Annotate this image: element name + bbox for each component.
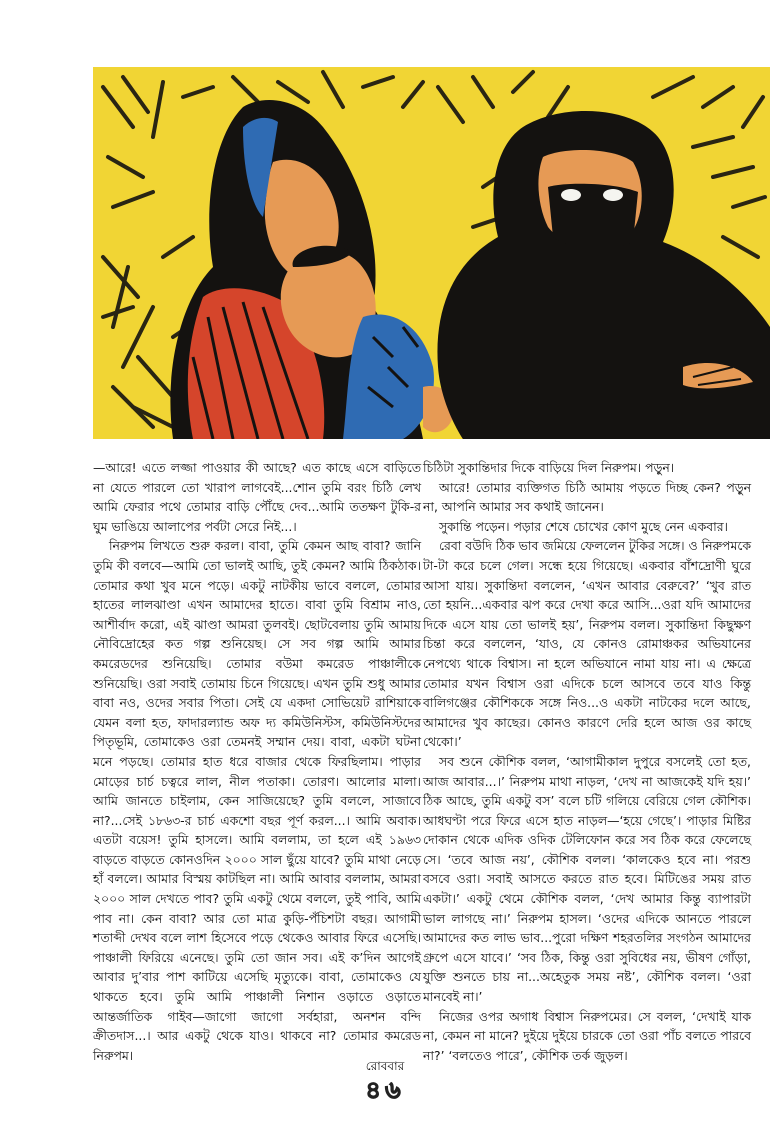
story-illustration bbox=[93, 67, 770, 439]
left-text-column bbox=[93, 458, 421, 1065]
right-text-column bbox=[423, 458, 751, 1065]
woodcut-family-illustration-icon bbox=[93, 67, 770, 439]
paragraph: আরে! তোমার ব্যক্তিগত চিঠি আমায় পড়তে দিচ্ছ কেন? পড়ুন না, আপনি আমার সব কথাই জানেন। bbox=[423, 479, 751, 515]
paragraph: নিজের ওপর অগাধ বিশ্বাস নিরুপমের। সে বলল, ‘দেখাই যাক না, কেমন না মানে? দুইয়ে দুইয়ে চারকে তো ওরা পাঁচ বলতে পারবে না?’ ‘বলতেও পারে’, কৌশিক তর্ক জুড়ল। bbox=[423, 1008, 751, 1063]
paragraph: —আরে! এতে লজ্জা পাওয়ার কী আছে? এত কাছে এসে বাড়িতে না যেতে পারলে তো খারাপ লাগবেই...শোন তুমি বরং চিঠি লেখ আমি ফেরার পথে তোমার বাড়ি পৌঁছে দেব...আমি ততক্ষণ টুকি-র ঘুম ভাঙিয়ে আলাপের পর্বটা সেরে নিই...। bbox=[93, 460, 421, 534]
paragraph: নিরুপম লিখতে শুরু করল। বাবা, তুমি কেমন আছ বাবা? জানি তুমি কী বলবে—আমি তো ভালই আছি, তুই কেমন? আমি ঠিকঠাক। তোমার কথা খুব মনে পড়ে। একটু নাটকীয় ভাবে বললে, তোমার হাতের লালঝাণ্ডা এখন আমাদের হাতে। বাবা তুমি বিশ্রাম নাও, আশীর্বাদ করো, এই ঝাণ্ডা আমরা তুলবই। ছোটবেলায় তুমি আমায় নৌবিদ্রোহের কত গল্প শুনিয়েছ। সে সব গল্প আমি আমার কমরেডদের শুনিয়েছি। তোমার বউমা কমরেড পাঞ্চালীকে শুনিয়েছি। ওরা সবাই তোমায় চিনে গিয়েছে। এখন তুমি শুধু আমার বাবা নও, ওদের সবার পিতা। সেই যে একদা সোভিয়েট রাশিয়াকে যেমন বলা হত, ফাদারল্যান্ড অফ দ্য কমিউনিস্টস, কমিউনিস্টদের পিতৃভূমি, তোমাকেও ওরা তেমনই সম্মান দেয়। বাবা, একটা ঘটনা মনে পড়ছে। তোমার হাত ধরে বাজার থেকে ফিরছিলাম। পাড়ার মোড়ের চার্চ চত্বরে লাল, নীল পতাকা। তোরণ। আলোর মালা। আমি জানতে চাইলাম, কেন সাজিয়েছে? তুমি বললে, সাজাবে না?...সেই ১৮৬৩-র চার্চ একশো বছর পূর্ণ করল...। আমি অবাক। এতটা বয়েস! তুমি হাসলে। আমি বললাম, তা হলে এই ১৯৬৩ বাড়তে বাড়তে কোনওদিন ২০০০ সাল ছুঁয়ে যাবে? তুমি মাথা নেড়ে হাঁ বললে। আমার বিস্ময় কাটছিল না। আমি আবার বললাম, আমরা ২০০০ সাল দেখতে পাব? তুমি একটু থেমে বললে, তুই পাবি, আমি পাব না। কেন বাবা? আর তো মাত্র কুড়ি-পঁচিশটা বছর। আগামী শতাব্দী দেখব বলে লাশ হিসেবে পড়ে থেকেও আবার ফিরে এসেছি। পাঞ্চালী ফিরিয়ে এনেছে। তুমি তো জান সব। এই ক’দিন আগেই আবার দু’বার পাশ কাটিয়ে এসেছি মৃত্যুকে। বাবা, তোমাকেও যে থাকতে হবে। তুমি আমি পাঞ্চালী নিশান ওড়াতে ওড়াতে আন্তর্জাতিক গাইব—জাগো জাগো সর্বহারা, অনশন বন্দি ক্রীতদাস...। আর একটু থেকে যাও। থাকবে না? তোমার কমরেড নিরুপম। bbox=[93, 538, 421, 1063]
magazine-name: রোববার bbox=[365, 1059, 405, 1073]
paragraph: রেবা বউদি ঠিক ভাব জমিয়ে ফেললেন টুকির সঙ্গে। ও নিরুপমকে টা-টা করে চলে গেল। সন্ধে হয়ে গিয়েছে। একবার বাঁশদ্রোণী ঘুরে আসা যায়। সুকান্তিদা বললেন, ‘এখন আবার বেরুবে?’ ‘খুব রাত তো হয়নি...একবার ঝপ করে দেখা করে আসি...ওরা যদি আমাদের দিকে এসে যায় তো ভালই হয়’, নিরুপম বলল। সুকান্তিদা কিছুক্ষণ চিন্তা করে বললেন, ‘যাও, যে কোনও রোমাঞ্চকর অভিযানের নেপথ্যে থাকে বিশ্বাস। না হলে অভিযানে নামা যায় না। এ ক্ষেত্রে তোমার যখন বিশ্বাস ওরা এদিকে চলে আসবে তবে যাও কিন্তু বালিগঞ্জের কৌশিককে সঙ্গে নিও...ও একটা নাটকের দলে আছে, আমাদের খুব কাছের। কোনও কারণে দেরি হলে আজ ওর কাছে থেকো।’ bbox=[423, 538, 751, 750]
paragraph: চিঠিটা সুকান্তিদার দিকে বাড়িয়ে দিল নিরুপম। পড়ুন। bbox=[423, 460, 675, 475]
paragraph: সুকান্তি পড়েন। পড়ার শেষে চোখের কোণ মুছে নেন একবার। bbox=[439, 518, 728, 534]
paragraph: সব শুনে কৌশিক বলল, ‘আগামীকাল দুপুরে বসলেই তো হত, আজ আবার...।’ নিরুপম মাথা নাড়ল, ‘দেখ না আজকেই যদি হয়।’ ঠিক আছে, তুমি একটু বস’ বলে চটি গলিয়ে বেরিয়ে গেল কৌশিক। আধঘণ্টা পরে ফিরে এসে হাত নাড়ল—‘হয়ে গেছে’। পাড়ার মিষ্টির দোকান থেকে এদিক ওদিক টেলিফোন করে সব ঠিক করে ফেলেছে সে। ‘তবে আজ নয়’, কৌশিক বলল। ‘কালকেও হবে না। পরশু বসবে ওরা। সবাই আসতে করতে রাত হবে। মিটিঙের সময় রাত একটা।’ একটু থেমে কৌশিক বলল, ‘দেখ আমার কিন্তু ব্যাপারটা ভাল লাগছে না।’ নিরুপম হাসল। ‘ওদের এদিকে আনতে পারলে আমাদের কত লাভ ভাব...পুরো দক্ষিণ শহরতলির সংগঠন আমাদের গ্রুপে এসে যাবে।’ ‘সব ঠিক, কিন্তু ওরা সুবিধের নয়, ভীষণ গোঁড়া, যুক্তি শুনতে চায় না...অহেতুক সময় নষ্ট’, কৌশিক বলল। ‘ওরা মানবেই না।’ bbox=[423, 753, 751, 1005]
page-number: ৪৬ bbox=[365, 1075, 405, 1104]
